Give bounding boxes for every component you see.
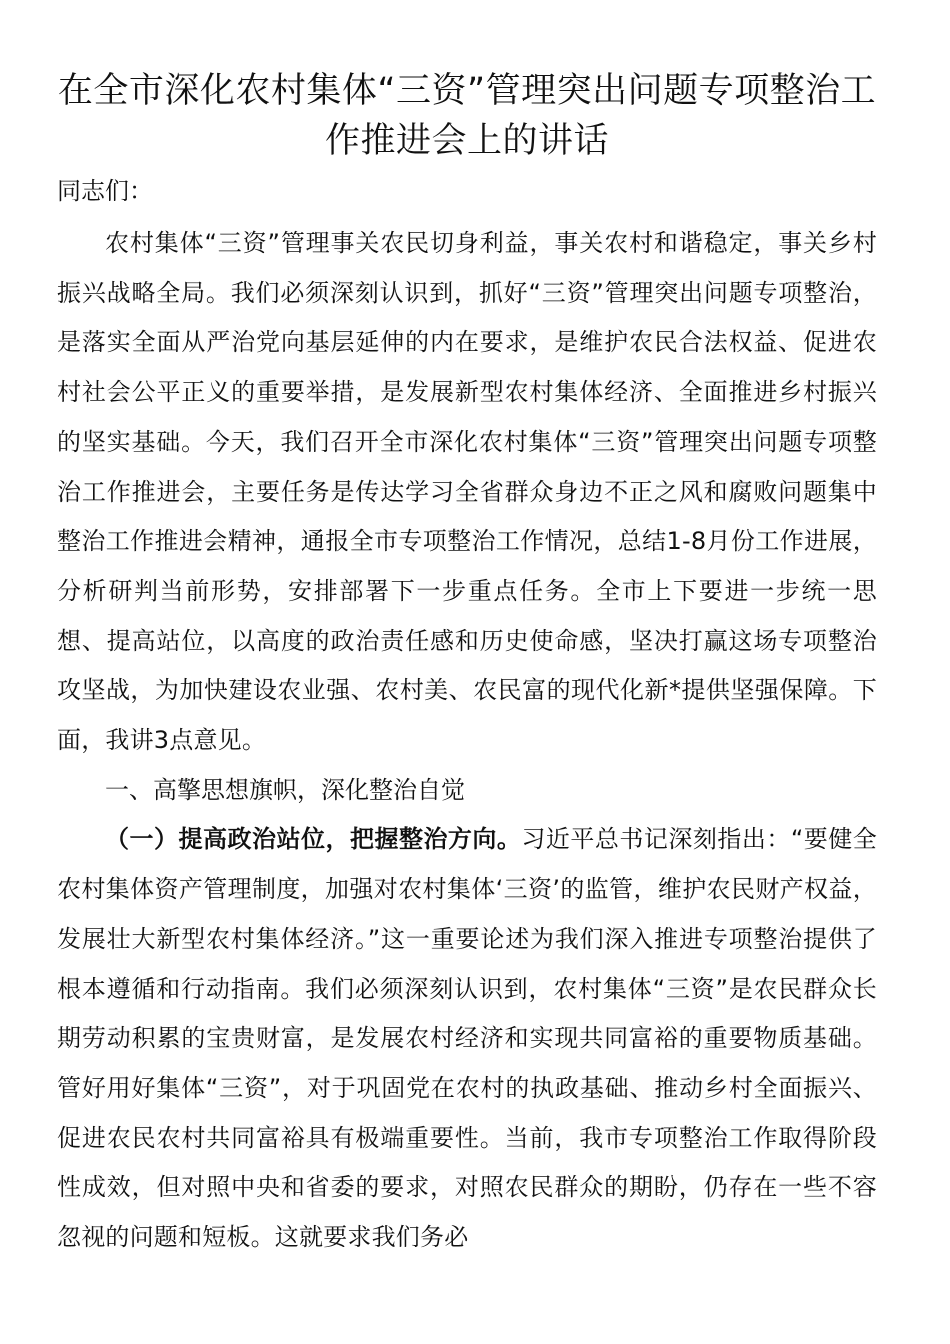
subsection-text: 习近平总书记深刻指出：“要健全农村集体资产管理制度，加强对农村集体‘三资’的监管，维护农民财产权益，发展壮大新型农村集体经济。”这一重要论述为我们深入推进专项整治提供了根本遵循和行动指南。我们必须深刻认识到，农村集体“三资”是农民群众长期劳动积累的宝贵财富，是发展农村经济和实现共同富裕的重要物质基础。管好用好集体“三资”，对于巩固党在农村的执政基础、推动乡村全面振兴、促进农民农村共同富裕具有极端重要性。当前，我市专项整治工作取得阶段性成效，但对照中央和省委的要求，对照农民群众的期盼，仍存在一些不容忽视的问题和短板。这就要求我们务必	[57, 825, 877, 1252]
document-title: 在全市深化农村集体“三资”管理突出问题专项整治工作推进会上的讲话	[57, 71, 877, 161]
opening-paragraph: 农村集体“三资”管理事关农民切身利益，事关农村和谐稳定，事关乡村振兴战略全局。我们必须深刻认识到，抓好“三资”管理突出问题专项整治，是落实全面从严治党向基层延伸的内在要求，是维护农民合法权益、促进农村社会公平正义的重要举措，是发展新型农村集体经济、全面推进乡村振兴的坚实基础。今天，我们召开全市深化农村集体“三资”管理突出问题专项整治工作推进会，主要任务是传达学习全省群众身边不正之风和腐败问题集中整治工作推进会精神，通报全市专项整治工作情况，总结1-8月份工作进展，分析研判当前形势，安排部署下一步重点任务。全市上下要进一步统一思想、提高站位，以高度的政治责任感和历史使命感，坚决打赢这场专项整治攻坚战，为加快建设农业强、农村美、农民富的现代化新*提供坚强保障。下面，我讲3点意见。	[57, 229, 877, 755]
section-heading: 一、高擎思想旗帜，深化整治自觉	[105, 775, 465, 804]
document-page	[57, 66, 877, 1263]
salutation: 同志们：	[57, 177, 153, 205]
subsection-heading: （一）提高政治站位，把握整治方向。	[105, 825, 522, 854]
subsection-paragraph	[57, 815, 877, 1262]
